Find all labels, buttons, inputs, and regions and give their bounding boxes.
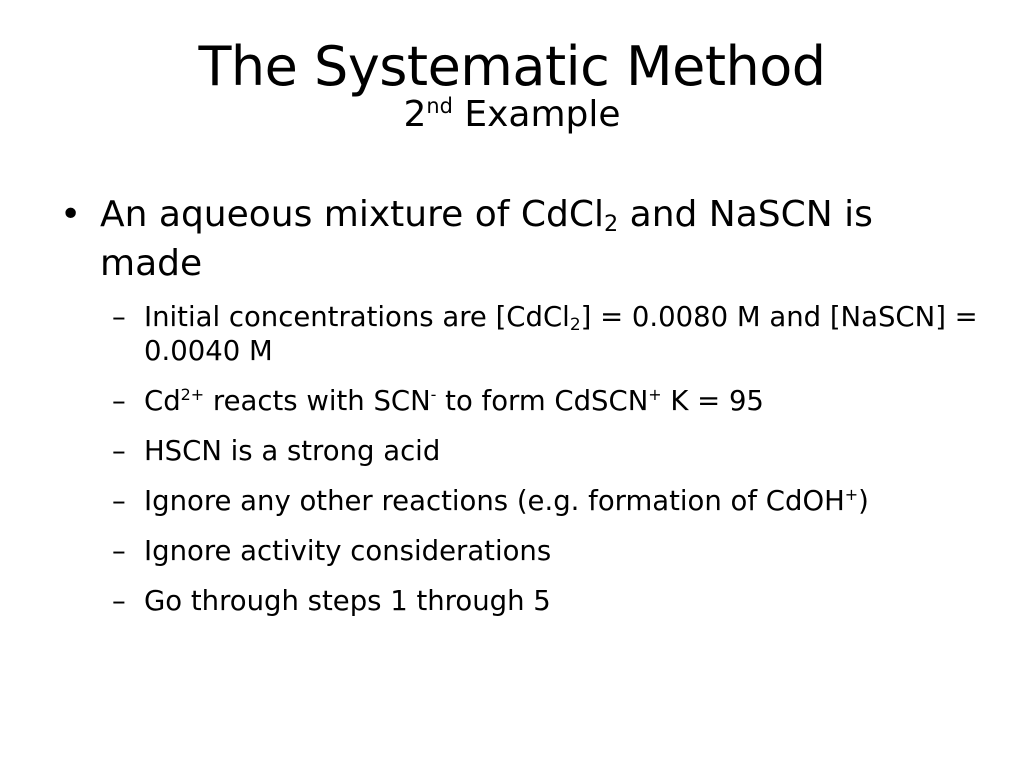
dash-marker: – <box>112 535 126 567</box>
sub-item-hscn <box>96 434 986 468</box>
dash-marker: – <box>112 585 126 617</box>
ignore-text-2: ) <box>858 485 869 517</box>
sub-item-ignore-reactions <box>96 484 986 518</box>
reaction-text-2: reacts with SCN <box>204 385 431 417</box>
bullet-text-after: and NaSCN is made <box>100 194 873 284</box>
reaction-superscript-3: + <box>648 385 662 405</box>
dash-marker: – <box>112 301 126 333</box>
steps-text: Go through steps 1 through 5 <box>144 585 551 617</box>
subtitle-ordinal: nd <box>426 94 453 119</box>
hscn-text: HSCN is a strong acid <box>144 435 441 467</box>
sub-item-reaction <box>96 384 986 418</box>
activity-text: Ignore activity considerations <box>144 535 552 567</box>
reaction-text-3: to form CdSCN <box>436 385 649 417</box>
sub-bullet-list <box>56 300 986 618</box>
slide-title <box>0 35 1024 136</box>
bullet-subscript: 2 <box>603 210 619 237</box>
sub-item-steps <box>96 584 986 618</box>
reaction-text-4: K = 95 <box>661 385 764 417</box>
sub-item-initial-concentrations <box>96 300 986 368</box>
ignore-superscript: + <box>844 485 859 505</box>
subtitle-text: Example <box>464 94 621 136</box>
initial-text-2: ] = 0.0080 M and [NaSCN] = 0.0040 M <box>144 301 978 367</box>
title-subtitle <box>0 96 1024 135</box>
bullet-item <box>56 190 986 288</box>
slide-body <box>56 190 986 634</box>
reaction-superscript-1: 2+ <box>180 385 205 405</box>
reaction-superscript-2: - <box>430 385 437 405</box>
bullet-marker: • <box>60 194 82 235</box>
initial-subscript: 2 <box>569 314 581 335</box>
dash-marker: – <box>112 435 126 467</box>
dash-marker: – <box>112 385 126 417</box>
ignore-text-1: Ignore any other reactions (e.g. formation of CdOH <box>144 485 845 517</box>
sub-item-activity <box>96 534 986 568</box>
title-main: The Systematic Method <box>198 35 826 98</box>
reaction-text-1: Cd <box>144 385 181 417</box>
dash-marker: – <box>112 485 126 517</box>
initial-text-1: Initial concentrations are [CdCl <box>144 301 570 333</box>
bullet-text-before: An aqueous mixture of CdCl <box>100 194 604 235</box>
subtitle-number: 2 <box>403 94 427 136</box>
